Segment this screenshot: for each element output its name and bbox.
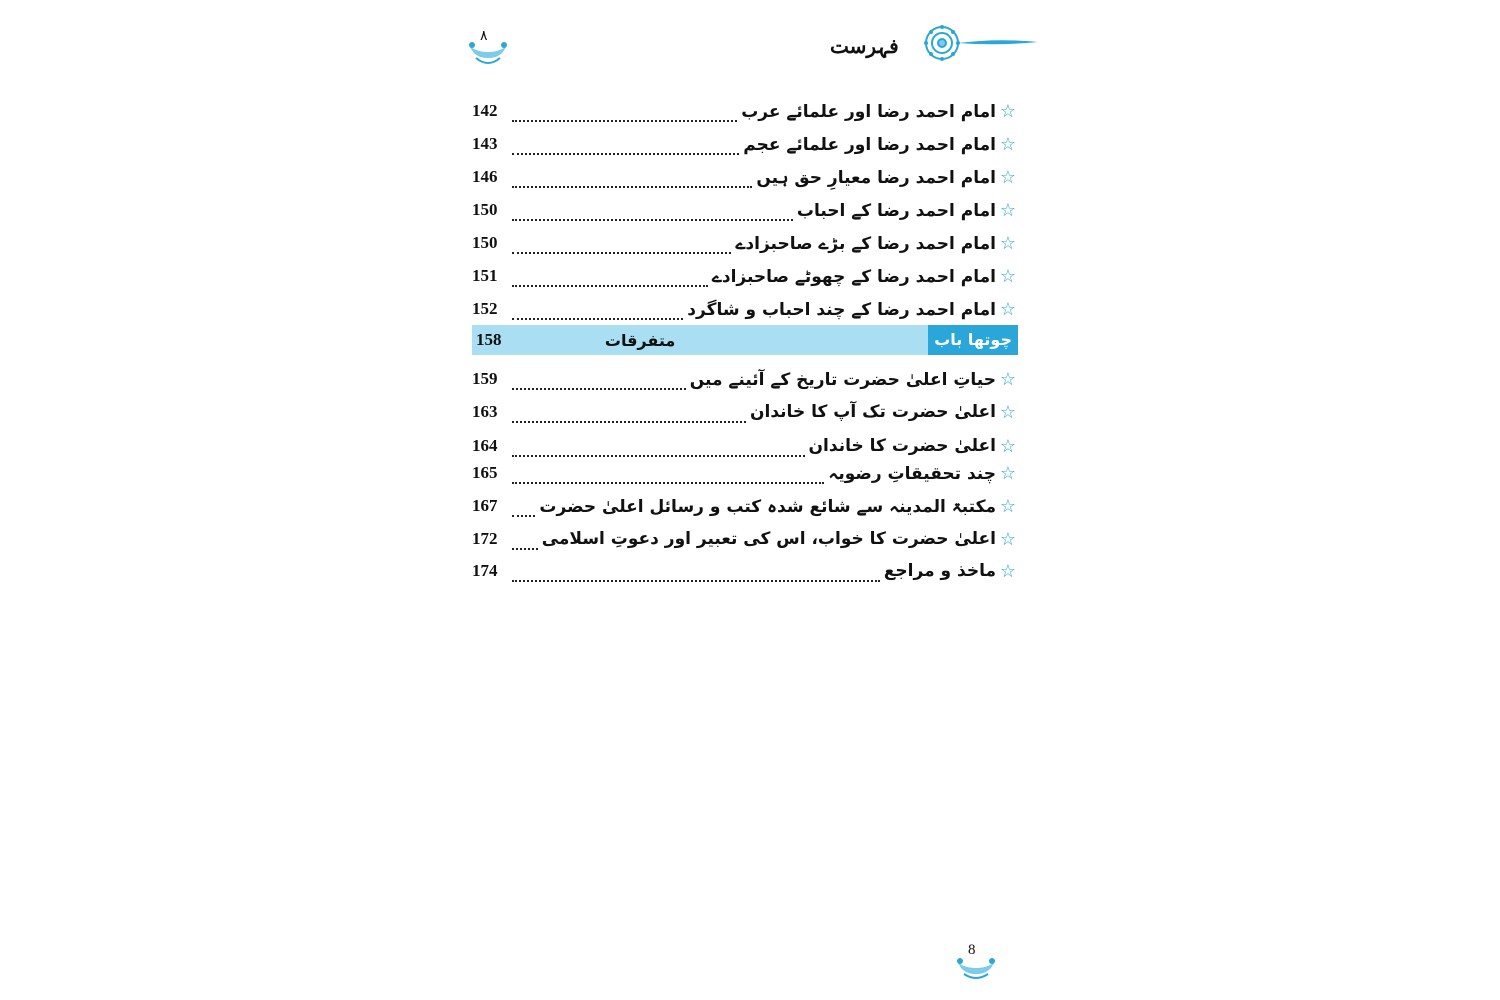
toc-entry-page-number: 150 xyxy=(472,233,498,252)
quill-line-icon xyxy=(958,38,1038,48)
star-outline-icon: ☆ xyxy=(999,166,1017,188)
toc-entry-page-number: 143 xyxy=(472,134,498,153)
corner-ornament-icon xyxy=(466,28,510,68)
toc-entry-title: حیاتِ اعلیٰ حضرت تاریخ کے آئینے میں xyxy=(689,369,996,390)
footer-page-number: 8 xyxy=(968,942,976,958)
toc-entry-title: چند تحقیقاتِ رضویہ xyxy=(828,463,996,484)
toc-entry[interactable] xyxy=(472,197,1018,223)
toc-entry[interactable] xyxy=(472,230,1018,256)
toc-entry-title: ماخذ و مراجع xyxy=(883,561,996,581)
flower-icon xyxy=(922,24,962,62)
chapter-page-number: 158 xyxy=(476,330,502,349)
toc-entry-page-number: 150 xyxy=(472,200,498,219)
dot-leader xyxy=(512,269,708,287)
star-outline-icon: ☆ xyxy=(999,133,1017,155)
toc-entry-title: امام احمد رضا اور علمائے عرب xyxy=(741,101,996,122)
dot-leader xyxy=(512,405,746,423)
toc-entry[interactable] xyxy=(472,558,1018,584)
star-outline-icon: ☆ xyxy=(999,100,1017,122)
dot-leader xyxy=(512,439,805,457)
toc-entry-title: امام احمد رضا کے چند احباب و شاگرد xyxy=(687,299,996,320)
dot-leader xyxy=(512,499,535,517)
star-outline-icon: ☆ xyxy=(999,368,1017,390)
star-outline-icon: ☆ xyxy=(999,401,1017,423)
toc-entry-page-number: 151 xyxy=(472,266,498,285)
toc-entry-title: اعلیٰ حضرت تک آپ کا خاندان xyxy=(750,402,996,422)
toc-entry-title: مکتبۃ المدینہ سے شائع شدہ کتب و رسائل اعلیٰ حضرت xyxy=(539,496,996,517)
star-outline-icon: ☆ xyxy=(999,462,1017,484)
star-outline-icon: ☆ xyxy=(999,435,1017,457)
toc-entry-page-number: 152 xyxy=(472,299,498,318)
toc-entry-page-number: 167 xyxy=(472,496,498,515)
toc-entry[interactable] xyxy=(472,493,1018,519)
toc-entry-title: امام احمد رضا کے چھوٹے صاحبزادے xyxy=(711,266,996,287)
toc-entry-title: امام احمد رضا کے بڑے صاحبزادے xyxy=(735,233,996,254)
toc-entry[interactable] xyxy=(472,399,1018,425)
toc-entry-page-number: 172 xyxy=(472,529,498,548)
book-page xyxy=(450,0,1050,1000)
toc-entry-page-number: 159 xyxy=(472,369,498,388)
toc-entry[interactable] xyxy=(472,263,1018,289)
toc-entry[interactable] xyxy=(472,164,1018,190)
dot-leader xyxy=(512,170,752,188)
toc-entry-page-number: 164 xyxy=(472,436,498,455)
dot-leader xyxy=(512,466,824,484)
chapter-title: متفرقات xyxy=(604,330,676,350)
page-title: فہرست xyxy=(830,34,899,58)
toc-entry-title: امام احمد رضا اور علمائے عجم xyxy=(743,134,996,155)
star-outline-icon: ☆ xyxy=(999,298,1017,320)
toc-entry-title: اعلیٰ حضرت کا خاندان xyxy=(808,436,996,456)
dot-leader xyxy=(512,372,686,390)
chapter-label: چوتھا باب xyxy=(928,325,1018,355)
dot-leader xyxy=(512,532,538,550)
star-outline-icon: ☆ xyxy=(999,232,1017,254)
star-outline-icon: ☆ xyxy=(999,560,1017,582)
toc-entry[interactable] xyxy=(472,526,1018,552)
toc-entry[interactable] xyxy=(472,98,1018,124)
toc-entry-page-number: 146 xyxy=(472,167,498,186)
dot-leader xyxy=(512,564,880,582)
star-outline-icon: ☆ xyxy=(999,265,1017,287)
toc-entry[interactable] xyxy=(472,131,1018,157)
star-outline-icon: ☆ xyxy=(999,528,1017,550)
dot-leader xyxy=(512,137,739,155)
star-outline-icon: ☆ xyxy=(999,199,1017,221)
footer-ornament-icon xyxy=(954,956,998,982)
toc-entry-title: امام احمد رضا معیارِ حق ہیں xyxy=(756,167,996,188)
toc-entry-title: امام احمد رضا کے احباب xyxy=(796,200,996,221)
toc-entry-title: اعلیٰ حضرت کا خواب، اس کی تعبیر اور دعوتِ اسلامی xyxy=(541,529,996,549)
toc-entry[interactable] xyxy=(472,433,1018,459)
toc-entry[interactable] xyxy=(472,460,1018,486)
toc-entry[interactable] xyxy=(472,366,1018,392)
star-outline-icon: ☆ xyxy=(999,495,1017,517)
dot-leader xyxy=(512,236,731,254)
top-page-number: ۸ xyxy=(480,28,488,44)
toc-entry[interactable] xyxy=(472,296,1018,322)
dot-leader xyxy=(512,203,793,221)
toc-entry-page-number: 142 xyxy=(472,101,498,120)
toc-entry-page-number: 174 xyxy=(472,561,498,580)
dot-leader xyxy=(512,104,737,122)
dot-leader xyxy=(512,302,683,320)
toc-entry-page-number: 165 xyxy=(472,463,498,482)
chapter-section-band[interactable] xyxy=(472,325,1018,355)
toc-entry-page-number: 163 xyxy=(472,402,498,421)
